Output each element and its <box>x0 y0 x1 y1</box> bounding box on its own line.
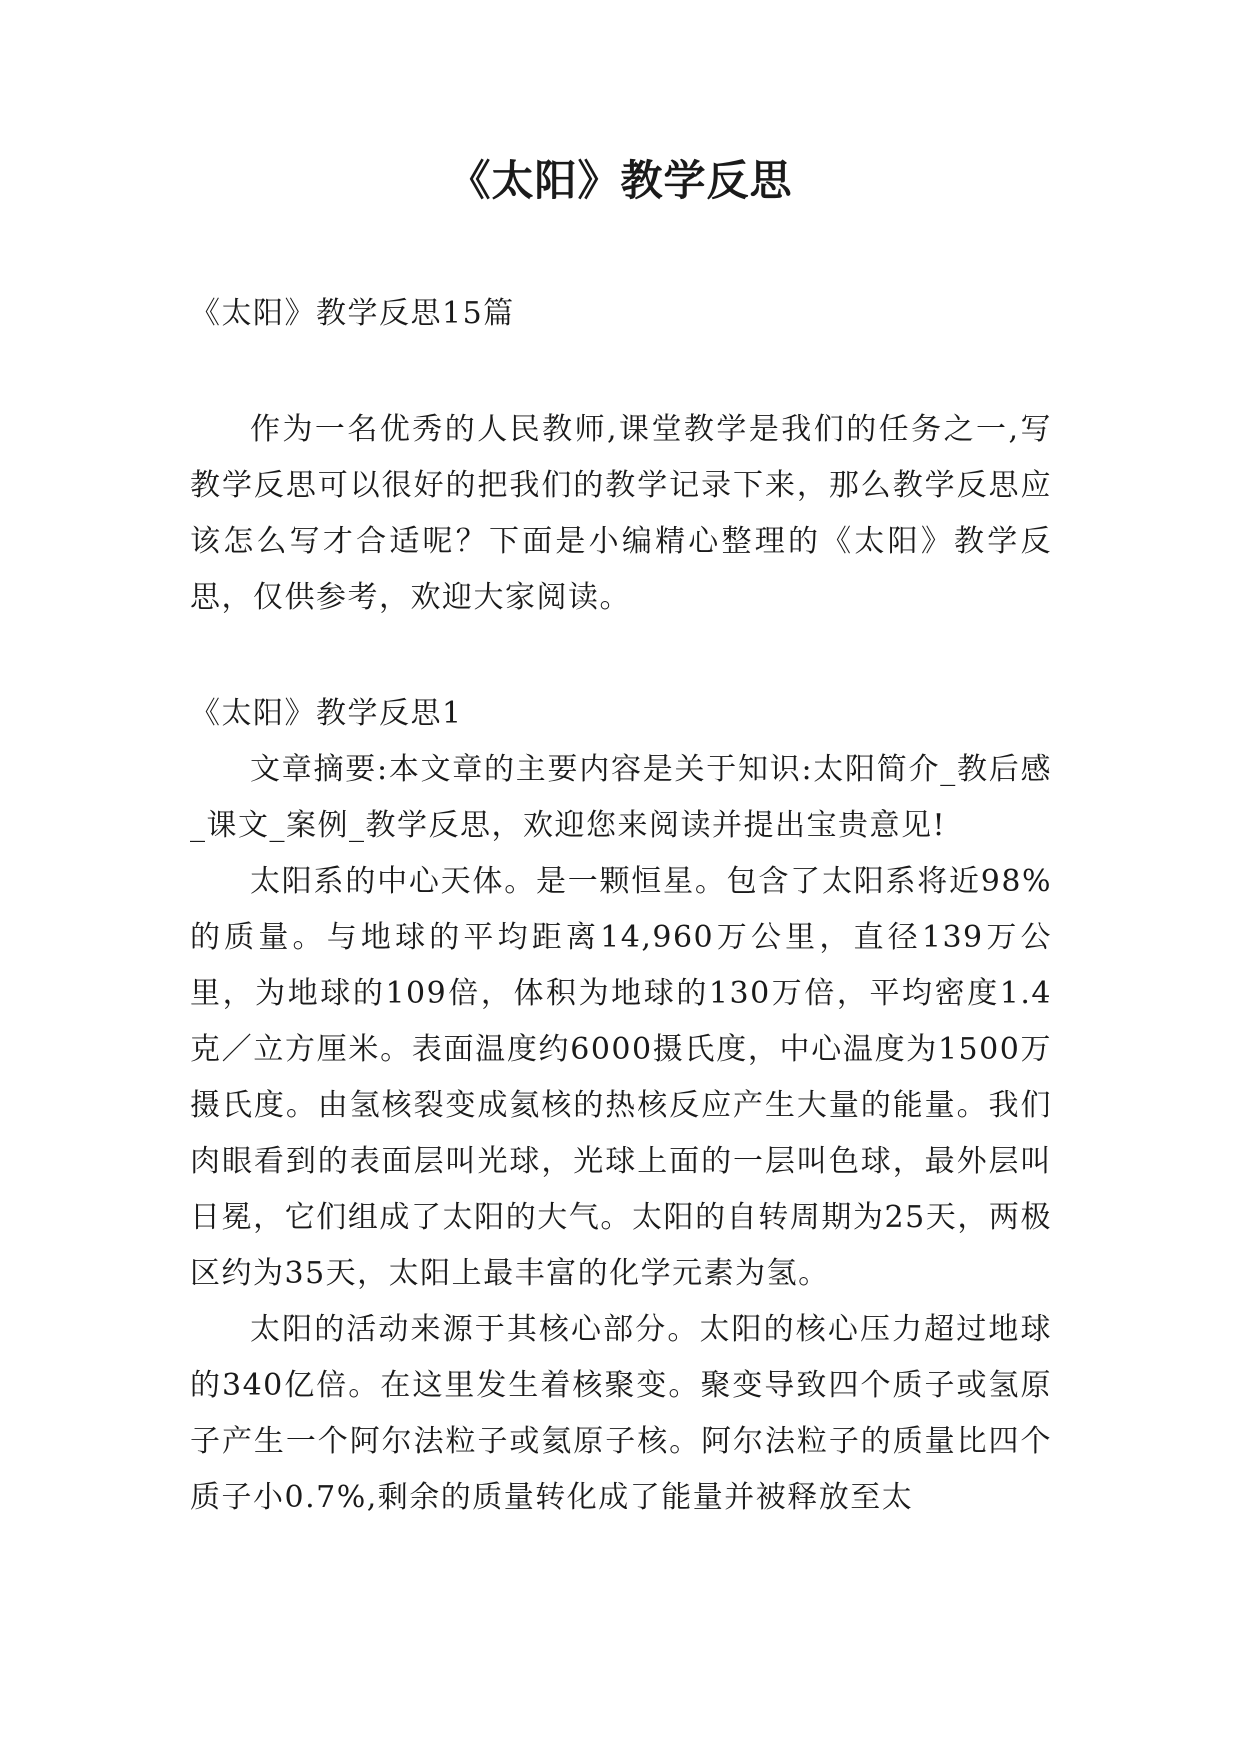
summary-paragraph: 文章摘要:本文章的主要内容是关于知识:太阳简介_教后感_课文_案例_教学反思，欢迎您来阅读并提出宝贵意见! <box>190 752 1052 843</box>
document-subtitle: 《太阳》教学反思15篇 <box>190 296 515 331</box>
section-heading: 《太阳》教学反思1 <box>190 696 463 731</box>
page-title: 《太阳》教学反思 <box>448 156 793 205</box>
body-paragraph: 太阳的活动来源于其核心部分。太阳的核心压力超过地球的340亿倍。在这里发生着核聚变。聚变导致四个质子或氢原子产生一个阿尔法粒子或氦原子核。阿尔法粒子的质量比四个质子小0.7%,剩余的质量转化成了能量并被释放至太 <box>190 1312 1052 1515</box>
document-body <box>190 286 1052 1526</box>
body-paragraph: 太阳系的中心天体。是一颗恒星。包含了太阳系将近98%的质量。与地球的平均距离14,960万公里，直径139万公里，为地球的109倍，体积为地球的130万倍，平均密度1.4克／立方厘米。表面温度约6000摄氏度，中心温度为1500万摄氏度。由氢核裂变成氦核的热核反应产生大量的能量。我们肉眼看到的表面层叫光球，光球上面的一层叫色球，最外层叫日冕，它们组成了太阳的大气。太阳的自转周期为25天，两极区约为35天，太阳上最丰富的化学元素为氢。 <box>190 864 1052 1291</box>
intro-paragraph: 作为一名优秀的人民教师,课堂教学是我们的任务之一,写教学反思可以很好的把我们的教学记录下来，那么教学反思应该怎么写才合适呢？下面是小编精心整理的《太阳》教学反思，仅供参考，欢迎大家阅读。 <box>190 412 1052 615</box>
